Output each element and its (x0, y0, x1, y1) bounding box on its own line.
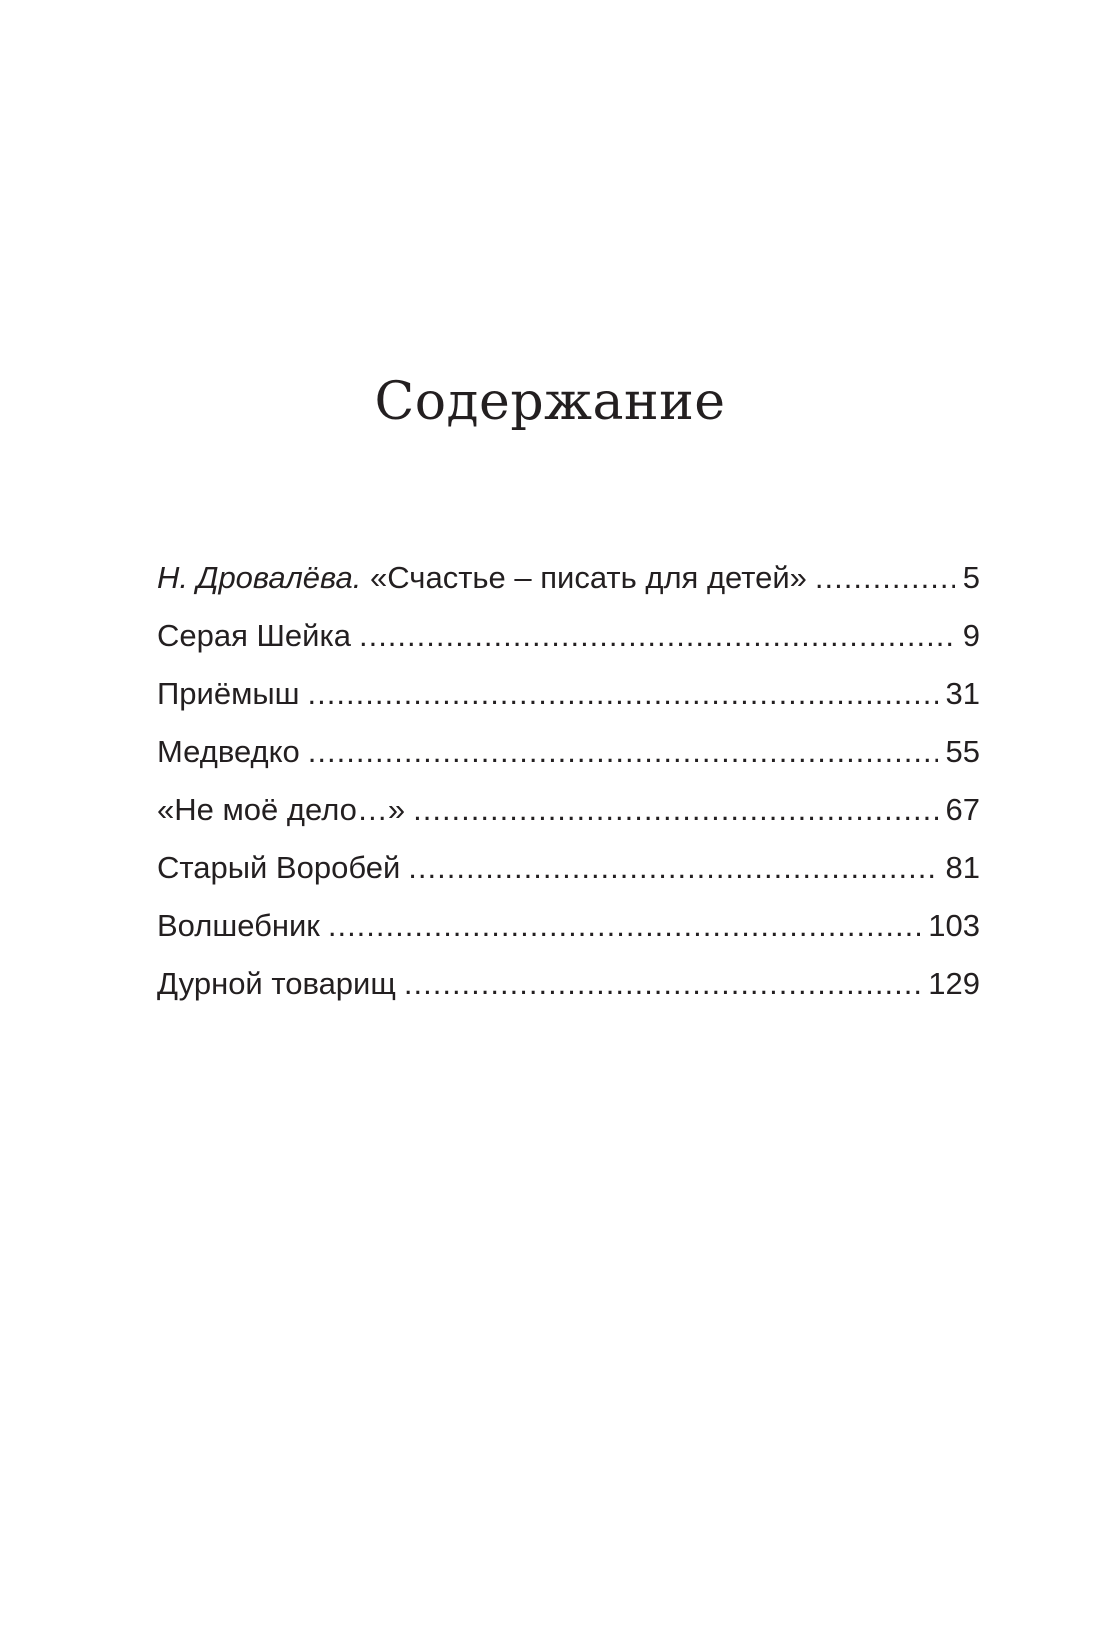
toc-entry-title: «Не моё дело…» (157, 792, 406, 827)
toc-entry-title: Медведко (157, 734, 300, 769)
toc-entry-title-text: «Счастье – писать для детей» (370, 560, 807, 595)
toc-entry-page: 103 (928, 908, 980, 943)
toc-entry-page: 55 (945, 734, 980, 769)
toc-entry-page: 31 (945, 676, 980, 711)
dot-leader (308, 734, 938, 770)
toc-entry-page: 5 (962, 560, 980, 595)
dot-leader (413, 792, 937, 828)
toc-entry-title (157, 560, 807, 596)
dot-leader (328, 908, 920, 944)
toc-entry-title: Приёмыш (157, 676, 300, 711)
toc-entry-page: 67 (945, 792, 980, 827)
toc-entry-page: 129 (928, 966, 980, 1001)
toc-entry[interactable] (157, 618, 980, 676)
dot-leader (404, 966, 920, 1002)
toc-entry[interactable] (157, 676, 980, 734)
dot-leader (359, 618, 955, 654)
dot-leader (308, 676, 938, 712)
dot-leader (408, 850, 937, 886)
toc-entry[interactable] (157, 908, 980, 966)
toc-entry-title: Дурной товарищ (157, 966, 396, 1001)
toc-entry-page: 9 (962, 618, 980, 653)
toc-entry[interactable] (157, 966, 980, 1024)
toc-entry-page: 81 (945, 850, 980, 885)
toc-entry-title: Старый Воробей (157, 850, 401, 885)
toc-entry-title: Волшебник (157, 908, 320, 943)
dot-leader (815, 560, 955, 596)
toc-entry-author: Н. Дровалёва. (157, 560, 362, 595)
page-title: Содержание (374, 372, 726, 432)
toc-entry[interactable] (157, 792, 980, 850)
toc-entry-title: Серая Шейка (157, 618, 351, 653)
toc-entry-preface[interactable] (157, 560, 980, 618)
table-of-contents (157, 560, 980, 1024)
toc-entry[interactable] (157, 734, 980, 792)
toc-entry[interactable] (157, 850, 980, 908)
